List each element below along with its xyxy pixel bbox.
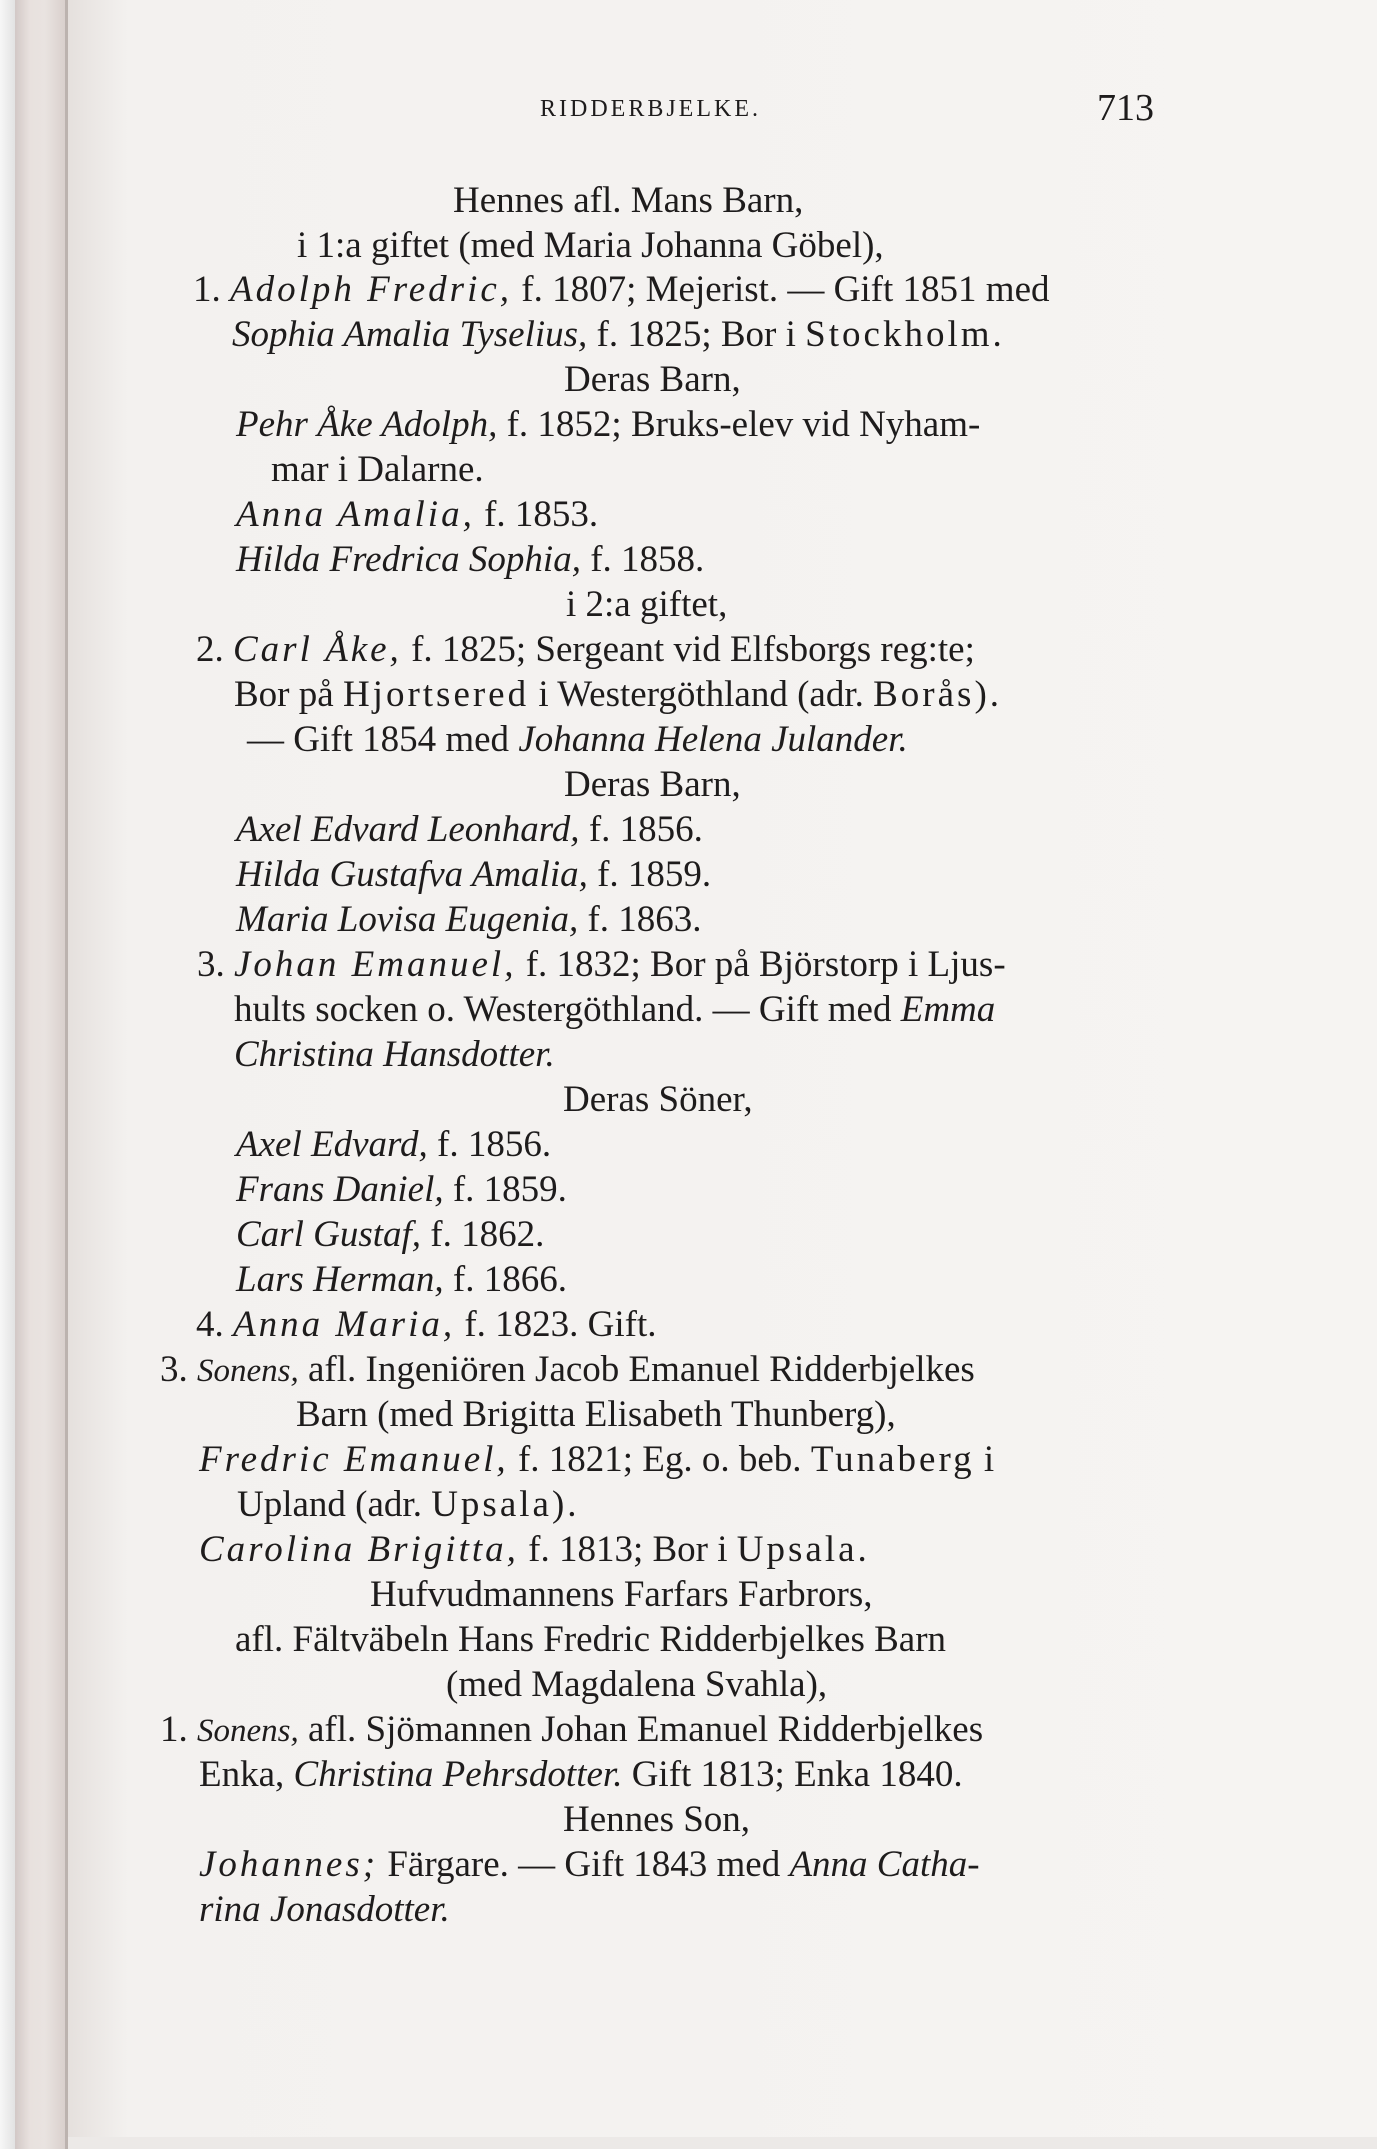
person-name: Johan Emanuel,	[234, 944, 517, 985]
subheading: Deras Barn,	[564, 359, 741, 400]
entry-text: afl. Sjömannen Johan Emanuel Ridderbjelkes	[308, 1709, 984, 1750]
entry-text: i	[983, 1439, 995, 1480]
subheading: (med Magdalena Svahla),	[446, 1664, 828, 1705]
place-name: Stockholm.	[805, 314, 1005, 355]
person-name: Anna Amalia,	[236, 494, 475, 535]
page-number: 713	[1097, 87, 1154, 129]
person-name: Hilda Fredrica Sophia,	[236, 539, 581, 580]
subheading: i 1:a giftet (med Maria Johanna Göbel),	[297, 225, 884, 266]
page-margin	[0, 0, 15, 2149]
person-name: Lars Herman,	[236, 1259, 444, 1300]
person-name: Frans Daniel,	[236, 1169, 444, 1210]
place-name: Tunaberg	[810, 1439, 975, 1480]
entry-text: f. 1858.	[590, 539, 705, 580]
entry-text: f. 1825; Sergeant vid Elfsborgs reg:te;	[411, 629, 975, 670]
entry-text: Upland (adr.	[237, 1484, 422, 1525]
subheading: i 2:a giftet,	[566, 584, 728, 625]
entry-line	[234, 988, 995, 1032]
entry-line	[234, 673, 1002, 717]
place-name: Hjortsered	[342, 674, 530, 715]
entry-line	[236, 403, 980, 447]
person-name: Christina Hansdotter.	[234, 1034, 555, 1075]
entry-line	[197, 943, 1006, 987]
entry-text: Enka,	[199, 1754, 285, 1795]
person-name: Fredric Emanuel,	[199, 1439, 509, 1480]
entry-line	[160, 1348, 975, 1393]
entry-line	[199, 1438, 994, 1482]
person-name: Carl Gustaf,	[236, 1214, 422, 1255]
person-name: Emma	[900, 989, 996, 1030]
entry-line	[237, 1483, 580, 1527]
entry-text: f. 1856.	[588, 809, 703, 850]
entry-line	[236, 853, 711, 897]
entry-number: 1.	[193, 269, 221, 310]
entry-text: Gift 1813; Enka 1840.	[631, 1754, 963, 1795]
entry-number: 2.	[196, 629, 224, 670]
entry-line	[193, 268, 1050, 312]
entry-text: — Gift 1854 med	[247, 719, 510, 760]
place-name: Upsala.	[736, 1529, 870, 1570]
entry-line	[236, 808, 703, 852]
relation-label: Sonens,	[197, 1713, 299, 1749]
person-name: Hilda Gustafva Amalia,	[236, 854, 588, 895]
page-bottom-edge	[68, 2137, 1377, 2149]
entry-text: f. 1853.	[484, 494, 599, 535]
entry-line	[236, 1213, 544, 1257]
person-name: Axel Edvard,	[236, 1124, 428, 1165]
entry-line	[234, 1033, 555, 1077]
person-name: Sophia Amalia Tyselius,	[232, 314, 588, 355]
entry-line	[247, 718, 908, 762]
entry-text: f. 1862.	[430, 1214, 545, 1255]
subheading: Deras Barn,	[564, 764, 741, 805]
entry-number: 3.	[197, 944, 225, 985]
person-name: Carolina Brigitta,	[199, 1529, 519, 1570]
entry-line	[236, 1123, 551, 1167]
entry-text: f. 1859.	[452, 1169, 567, 1210]
entry-text: f. 1825; Bor i	[596, 314, 796, 355]
entry-line	[160, 1708, 983, 1753]
person-name: Anna Catha-	[789, 1844, 980, 1885]
subheading: Barn (med Brigitta Elisabeth Thunberg),	[296, 1394, 896, 1435]
entry-number: 3.	[160, 1349, 188, 1390]
entry-line	[196, 628, 975, 672]
person-name: Axel Edvard Leonhard,	[236, 809, 580, 850]
entry-text: f. 1852; Bruks-elev vid Nyham-	[506, 404, 981, 445]
person-name: Maria Lovisa Eugenia,	[236, 899, 579, 940]
entry-line: mar i Dalarne.	[271, 449, 484, 490]
entry-text: i Westergöthland (adr.	[538, 674, 864, 715]
person-name: Christina Pehrsdotter.	[293, 1754, 623, 1795]
entry-text: Bor på	[234, 674, 334, 715]
person-name: Adolph Fredric,	[230, 269, 513, 310]
person-name: Anna Maria,	[233, 1304, 456, 1345]
entry-line	[236, 1168, 567, 1212]
entry-line	[232, 313, 1005, 357]
entry-text: Färgare. — Gift 1843 med	[387, 1844, 781, 1885]
entry-text: f. 1859.	[597, 854, 712, 895]
relation-label: Sonens,	[197, 1353, 299, 1389]
person-name: Pehr Åke Adolph,	[236, 404, 498, 445]
person-name: Johannes;	[199, 1844, 379, 1885]
entry-text: f. 1863.	[587, 899, 702, 940]
entry-line	[199, 1888, 450, 1932]
entry-line	[199, 1528, 870, 1572]
entry-line	[236, 898, 702, 942]
entry-text: f. 1813; Bor i	[528, 1529, 728, 1570]
running-header: RIDDERBJELKE.	[540, 96, 761, 122]
section-heading: Hennes afl. Mans Barn,	[453, 180, 804, 221]
entry-text: afl. Ingeniören Jacob Emanuel Ridderbjelkes	[308, 1349, 975, 1390]
entry-line	[199, 1843, 980, 1887]
entry-line	[199, 1753, 963, 1797]
entry-number: 4.	[196, 1304, 224, 1345]
entry-line	[236, 493, 598, 537]
place-name: Borås).	[873, 674, 1003, 715]
entry-line	[236, 1258, 567, 1302]
place-name: Upsala).	[431, 1484, 580, 1525]
person-name: rina Jonasdotter.	[199, 1889, 450, 1930]
entry-line	[236, 538, 704, 582]
subheading: Hennes Son,	[563, 1799, 751, 1840]
entry-text: f. 1866.	[452, 1259, 567, 1300]
entry-number: 1.	[160, 1709, 188, 1750]
entry-text: hults socken o. Westergöthland. — Gift med	[234, 989, 892, 1030]
section-heading: Hufvudmannens Farfars Farbrors,	[370, 1574, 873, 1615]
subheading: afl. Fältväbeln Hans Fredric Ridderbjelkes Barn	[235, 1619, 947, 1660]
person-name: Johanna Helena Julander.	[518, 719, 908, 760]
person-name: Carl Åke,	[233, 629, 402, 670]
entry-text: f. 1821; Eg. o. beb.	[517, 1439, 802, 1480]
subheading: Deras Söner,	[563, 1079, 753, 1120]
entry-text: f. 1807; Mejerist. — Gift 1851 med	[521, 269, 1050, 310]
entry-text: f. 1832; Bor på Björstorp i Ljus-	[525, 944, 1006, 985]
book-spine	[15, 0, 68, 2149]
entry-line	[196, 1303, 657, 1347]
entry-text: f. 1856.	[437, 1124, 552, 1165]
entry-text: f. 1823. Gift.	[464, 1304, 657, 1345]
